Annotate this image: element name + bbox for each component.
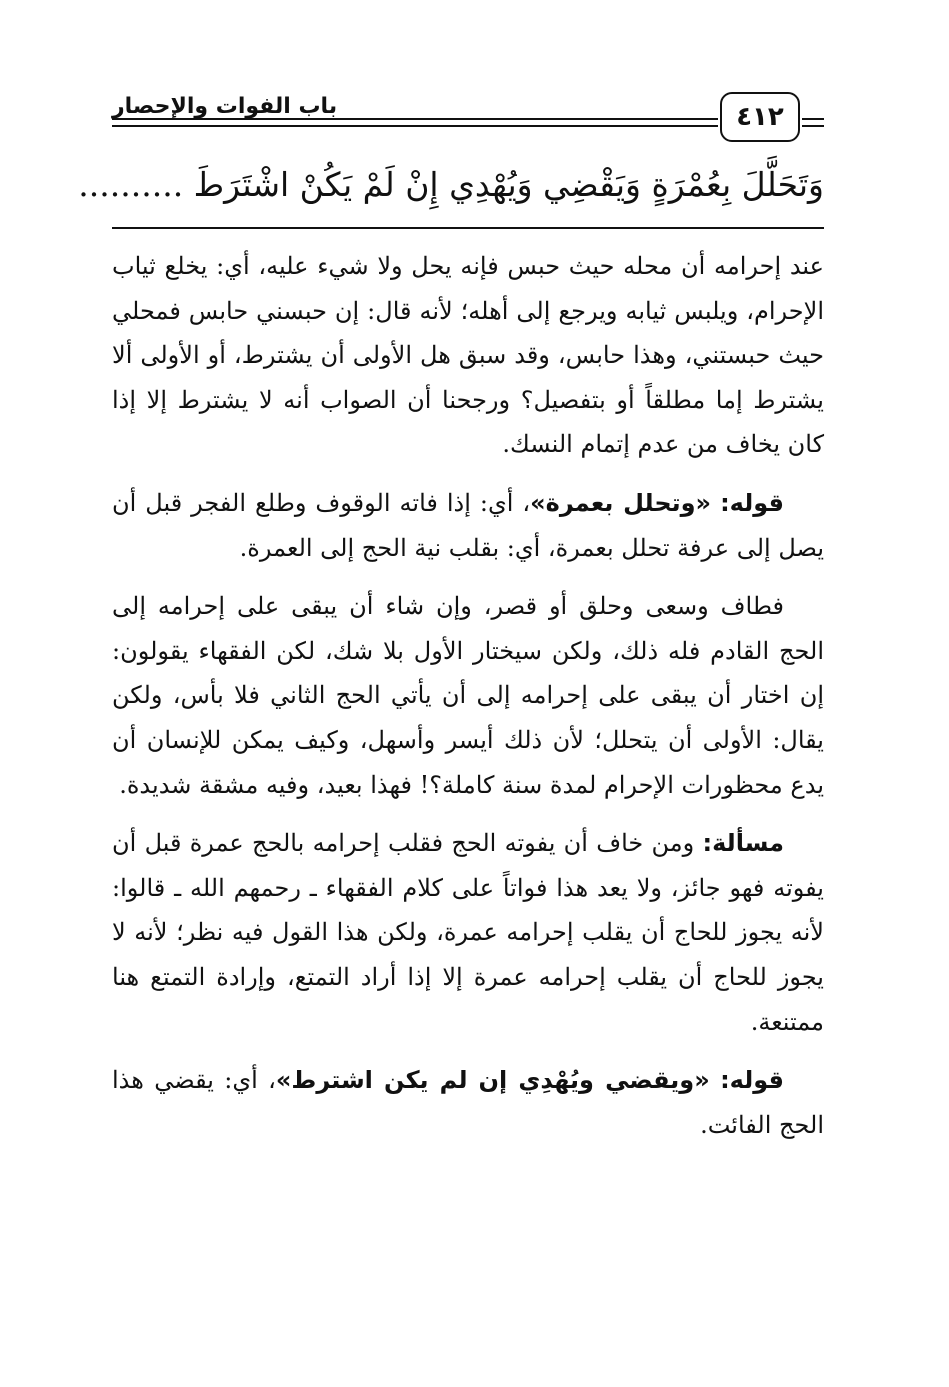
header-rule-right-bottom [802,125,824,127]
commentary-text [112,244,824,1161]
matn-divider [112,227,824,229]
header-rule-bottom [112,125,718,127]
running-title: باب الفوات والإحصار [112,94,338,119]
paragraph-3: فطاف وسعى وحلق أو قصر، وإن شاء أن يبقى على إحرامه إلى الحج القادم فله ذلك، ولكن سيختار الأول بلا شك، لكن الفقهاء يقولون: إن اختار أن يبقى على إحرامه إلى أن يأتي الحج الثاني فلا بأس، ولكن يقال: الأولى أن يتحلل؛ لأن ذلك أيسر وأسهل، وكيف يمكن للإنسان أن يدع محظورات الإحرام لمدة سنة كاملة؟! فهذا بعيد، وفيه مشقة شديدة. [112,592,824,799]
page-header [112,92,824,148]
paragraph-4: مسألة: ومن خاف أن يفوته الحج فقلب إحرامه بالحج عمرة قبل أن يفوته فهو جائز، ولا يعد هذا فواتاً على كلام الفقهاء ـ رحمهم الله ـ قالوا: لأنه يجوز للحاج أن يقلب إحرامه عمرة، ولكن هذا القول فيه نظر؛ لأنه لا يجوز للحاج أن يقلب إحرامه عمرة إلا إذا أراد التمتع، وإرادة التمتع هنا ممتنعة. [112,829,824,1036]
matn-quote: «وتحلل بعمرة» [530,488,712,517]
header-rule-right-top [802,118,824,120]
masala-label: مسألة: [702,829,784,858]
matn-line: وَتَحَلَّلَ بِعُمْرَةٍ وَيَقْضِي وَيُهْدِي إِنْ لَمْ يَكُنْ اشْتَرَطَ .......... [78,165,824,204]
paragraph-2: قوله: «وتحلل بعمرة»، أي: إذا فاته الوقوف وطلع الفجر قبل أن يصل إلى عرفة تحلل بعمرة، أي: بقلب نية الحج إلى العمرة. [112,488,824,562]
qawluhu-label: قوله: [720,488,784,517]
paragraph-1: عند إحرامه أن محله حيث حبس فإنه يحل ولا شيء عليه، أي: يخلع ثياب الإحرام، ويلبس ثيابه ويرجع إلى أهله؛ لأنه قال: إن حبسني حابس فمحلي حيث حبستني، وهذا حابس، وقد سبق هل الأولى أن يشترط، أو الأولى ألا يشترط إما مطلقاً أو بتفصيل؟ ورجحنا أن الصواب أنه لا يشترط إلا إذا كان يخاف من عدم إتمام النسك. [112,252,824,459]
paragraph-5: قوله: «ويقضي ويُهْدِي إن لم يكن اشترط»، أي: يقضي هذا الحج الفائت. [112,1066,824,1139]
matn-quote: «ويقضي ويُهْدِي إن لم يكن اشترط» [275,1066,710,1095]
qawluhu-label: قوله: [720,1066,784,1095]
page-number: ٤١٢ [720,92,800,142]
